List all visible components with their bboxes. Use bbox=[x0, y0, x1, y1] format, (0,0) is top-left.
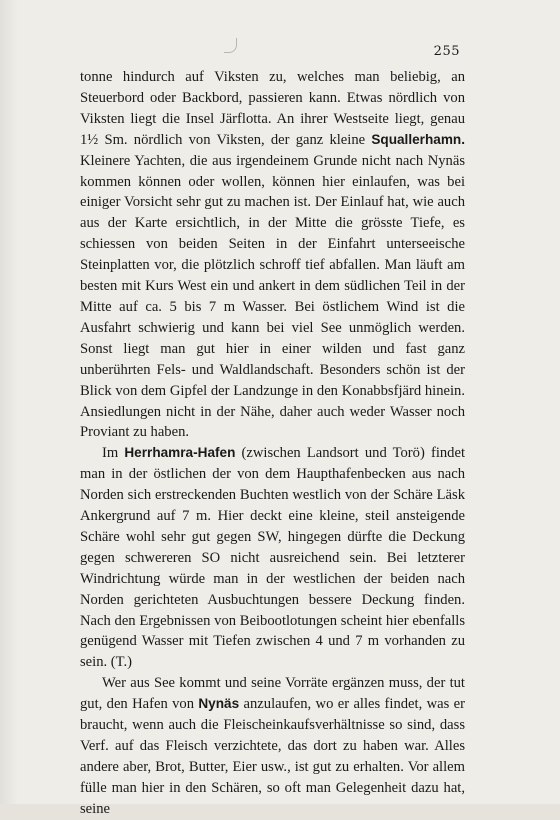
paper-fold-mark bbox=[224, 38, 237, 53]
paragraph-3-intro: Wer aus See kommt und seine Vorräte ergänzen muss, der tut gut, den Hafen von bbox=[80, 675, 465, 713]
paragraph-2-text: (zwischen Landsort und Torö) findet man in der östlichen der von dem Haupthafenbecken aus nach Norden sich erstreckenden Buchten westlich von der Schäre Läsk Ankergrund auf 7 m. Hier deckt eine kleine, steil ansteigende Schäre wohl sehr gut gegen SW, hingegen dürfte die Deckung gegen schwereren SO nicht ausreichend sein. Bei letzterer Windrichtung würde man in der westlichen der beiden nach Norden gerichteten Ausbuchtungen bessere Deckung finden. Nach den Ergebnissen von Beibootlotungen scheint hier ebenfalls genügend Wasser mit Tiefen zwischen 4 und 7 m vorhanden zu sein. (T.) bbox=[80, 445, 465, 671]
body-text bbox=[80, 67, 465, 820]
place-name-squallerhamn: Squallerhamn. bbox=[371, 131, 465, 147]
paragraph-2-intro: Im bbox=[102, 445, 125, 462]
scan-edge-shadow bbox=[0, 0, 18, 804]
paragraph-1 bbox=[80, 67, 465, 443]
paragraph-1-text-continued: Kleinere Yachten, die aus irgendeinem Grunde nicht nach Nynäs kommen können oder wollen, können hier einlaufen, was bei einiger Vorsicht sehr gut zu machen ist. Der Einlauf hat, wie auch aus der Karte ersichtlich, in der Mitte die grösste Tiefe, es schiessen von beiden Seiten in der Einfahrt unterseeische Steinplatten vor, die plötzlich schroff tief abfallen. Man läuft am besten mit Kurs West ein und ankert in dem südlichen Teil in der Mitte auf ca. 5 bis 7 m Wasser. Bei östlichem Wind ist die Ausfahrt schwierig und kann bei viel See unmöglich werden. Sonst liegt man gut hier in einer wilden und fast ganz unberührten Fels- und Waldlandschaft. Besonders schön ist der Blick von dem Gipfel der Landzunge in den Konabbsfjärd hinein. Ansiedlungen nicht in der Nähe, daher auch weder Wasser noch Proviant zu haben. bbox=[80, 152, 465, 441]
place-name-nynas: Nynäs bbox=[198, 696, 240, 712]
paragraph-2 bbox=[80, 443, 465, 673]
place-name-herrhamra-hafen: Herrhamra-Hafen bbox=[124, 445, 236, 461]
page-number: 255 bbox=[433, 44, 460, 59]
paragraph-1-text: tonne hindurch auf Viksten zu, welches man beliebig, an Steuerbord oder Backbord, passieren kann. Etwas nördlich von Viksten liegt die Insel Järflotta. An ihrer Westseite liegt, genau 1½ Sm. nördlich von Viksten, der ganz kleine bbox=[80, 69, 465, 148]
paragraph-3 bbox=[80, 673, 465, 819]
paragraph-3-text: anzulaufen, wo er alles findet, was er braucht, wenn auch die Fleischeinkaufsverhältnisse so sind, dass Verf. auf das Fleisch verzichtete, das dort zu haben war. Alles andere aber, Brot, Butter, Eier usw., ist gut zu erhalten. Vor allem fülle man hier in den Schären, so oft man Gelegenheit dazu hat, seine bbox=[80, 696, 465, 817]
